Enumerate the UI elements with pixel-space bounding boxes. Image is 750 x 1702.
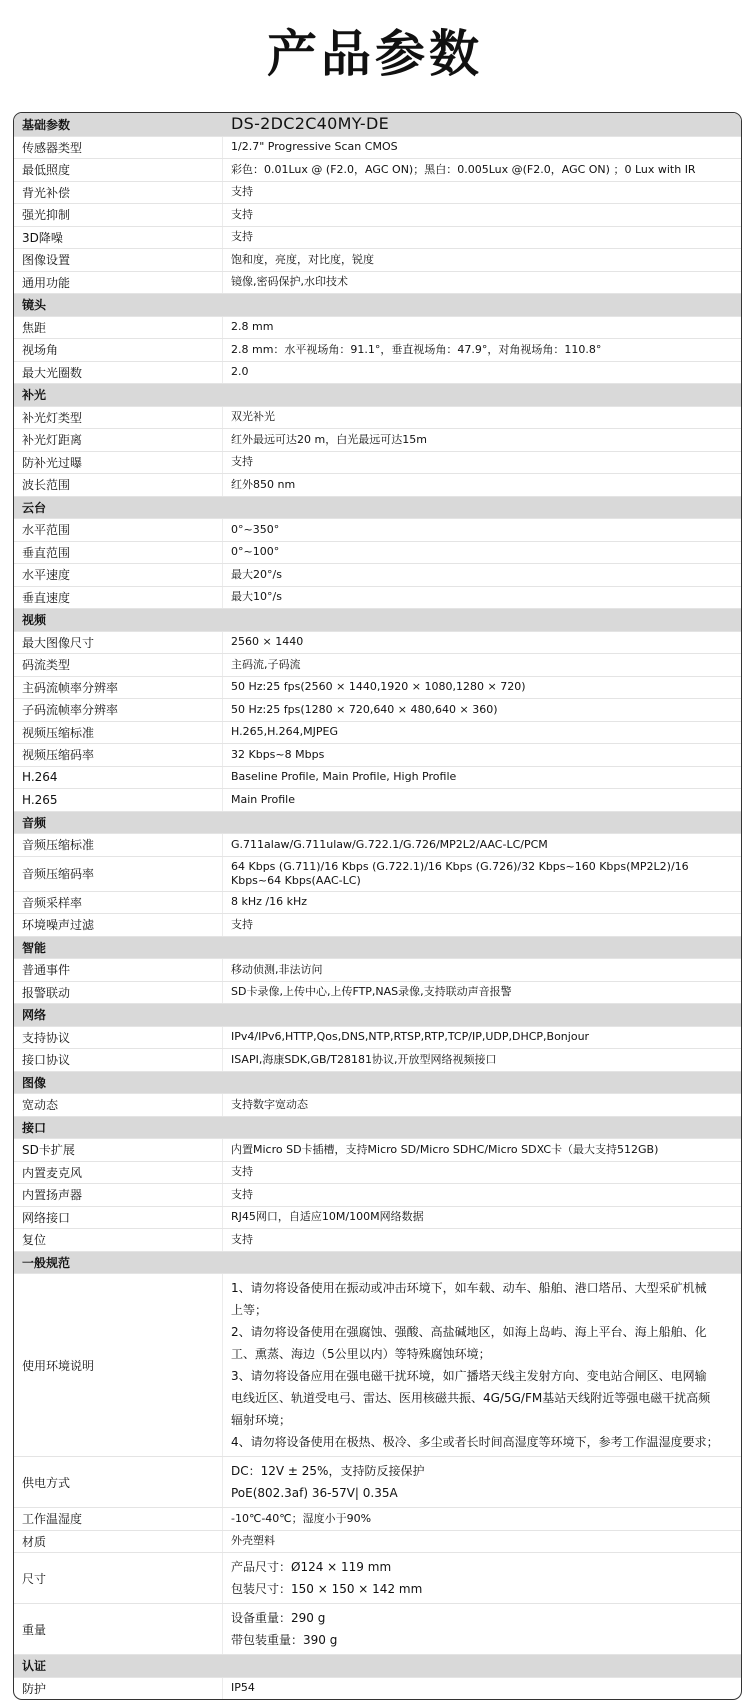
spec-value: 支持数字宽动态 <box>231 1097 308 1111</box>
spec-label: 波长范围 <box>14 474 223 496</box>
spec-value-line: DC：12V ± 25%，支持防反接保护 <box>231 1464 425 1478</box>
spec-label: SD卡扩展 <box>14 1139 223 1161</box>
spec-label: 网络接口 <box>14 1207 223 1229</box>
spec-label: 垂直速度 <box>14 587 223 609</box>
section-title: 补光 <box>22 388 47 403</box>
spec-value: 50 Hz:25 fps(2560 × 1440,1920 × 1080,1280 × 720) <box>231 680 526 694</box>
spec-label: 图像设置 <box>14 249 223 271</box>
spec-value-line: 4、请勿将设备使用在极热、极冷、多尘或者长时间高湿度等环境下，参考工作温湿度要求； <box>231 1435 719 1449</box>
section-title: 云台 <box>22 500 47 515</box>
section-title: 视频 <box>22 613 47 628</box>
section-value <box>223 812 741 834</box>
spec-row <box>14 1530 741 1553</box>
spec-value: ISAPI,海康SDK,GB/T28181协议,开放型网络视频接口 <box>231 1052 497 1066</box>
spec-label: 内置扬声器 <box>14 1184 223 1206</box>
spec-row <box>14 788 741 811</box>
spec-row <box>14 1273 741 1456</box>
spec-value: 双光补光 <box>231 410 275 424</box>
section-value: DS-2DC2C40MY-DE <box>231 114 390 134</box>
section-header <box>14 1071 741 1094</box>
spec-label: 防护 <box>14 1678 223 1700</box>
spec-label: 供电方式 <box>14 1457 223 1507</box>
page-title: 产品参数 <box>267 25 483 83</box>
section-title: 图像 <box>22 1075 47 1090</box>
spec-row <box>14 1026 741 1049</box>
spec-value <box>223 1604 741 1654</box>
spec-row <box>14 1206 741 1229</box>
spec-value: 8 kHz /16 kHz <box>231 895 308 909</box>
spec-row <box>14 891 741 914</box>
section-title: 一般规范 <box>22 1255 71 1270</box>
section-value <box>223 1072 741 1094</box>
spec-label: 工作温湿度 <box>14 1508 223 1530</box>
spec-row <box>14 248 741 271</box>
spec-value: H.265,H.264,MJPEG <box>231 725 338 739</box>
spec-label: 支持协议 <box>14 1027 223 1049</box>
section-header <box>14 1116 741 1139</box>
spec-row <box>14 563 741 586</box>
spec-value: 2.8 mm：水平视场角：91.1°，垂直视场角：47.9°，对角视场角：110.8° <box>231 342 602 356</box>
spec-value: 内置Micro SD卡插槽，支持Micro SD/Micro SDHC/Micro SDXC卡（最大支持512GB) <box>231 1142 659 1156</box>
section-value <box>223 1004 741 1026</box>
spec-row <box>14 743 741 766</box>
spec-value-line: 带包装重量：390 g <box>231 1633 338 1647</box>
spec-label: 内置麦克风 <box>14 1162 223 1184</box>
spec-row <box>14 158 741 181</box>
spec-row <box>14 1603 741 1654</box>
spec-label: 音频压缩码率 <box>14 857 223 891</box>
section-title: 智能 <box>22 940 47 955</box>
spec-value-line: 设备重量：290 g <box>231 1611 326 1625</box>
spec-row <box>14 226 741 249</box>
spec-label: 材质 <box>14 1531 223 1553</box>
spec-label: 子码流帧率分辨率 <box>14 699 223 721</box>
spec-value: 64 Kbps (G.711)/16 Kbps (G.722.1)/16 Kbps (G.726)/32 Kbps~160 Kbps(MP2L2)/16 Kbps~64 Kbps(AAC-LC) <box>231 859 689 887</box>
spec-value: 1/2.7" Progressive Scan CMOS <box>231 140 398 154</box>
spec-value-line: 上等； <box>231 1303 268 1317</box>
section-value <box>223 609 741 631</box>
spec-value: 红外850 nm <box>231 477 296 491</box>
section-value <box>223 937 741 959</box>
spec-value: G.711alaw/G.711ulaw/G.722.1/G.726/MP2L2/AAC-LC/PCM <box>231 837 548 851</box>
spec-value: 支持 <box>231 185 253 199</box>
section-title: 镜头 <box>22 298 47 313</box>
spec-value: 支持 <box>231 1187 253 1201</box>
spec-row <box>14 1552 741 1603</box>
spec-label: 宽动态 <box>14 1094 223 1116</box>
spec-value: 支持 <box>231 917 253 931</box>
section-header <box>14 383 741 406</box>
section-header <box>14 811 741 834</box>
spec-row <box>14 981 741 1004</box>
spec-row <box>14 1183 741 1206</box>
spec-value: 支持 <box>231 1165 253 1179</box>
spec-row <box>14 338 741 361</box>
spec-value: 主码流,子码流 <box>231 657 301 671</box>
spec-value: 最大10°/s <box>231 590 282 604</box>
spec-label: 焦距 <box>14 317 223 339</box>
spec-row <box>14 271 741 294</box>
spec-label: 视频压缩标准 <box>14 722 223 744</box>
spec-label: 垂直范围 <box>14 542 223 564</box>
spec-value: RJ45网口，自适应10M/100M网络数据 <box>231 1210 424 1224</box>
spec-value: 支持 <box>231 455 253 469</box>
spec-value: 2.8 mm <box>231 320 274 334</box>
spec-row <box>14 1507 741 1530</box>
spec-value: 50 Hz:25 fps(1280 × 720,640 × 480,640 × 360) <box>231 702 498 716</box>
spec-value: 红外最远可达20 m，白光最远可达15m <box>231 432 427 446</box>
spec-value: 支持 <box>231 1232 253 1246</box>
spec-row <box>14 316 741 339</box>
spec-label: 强光抑制 <box>14 204 223 226</box>
spec-row <box>14 653 741 676</box>
section-header <box>14 1251 741 1274</box>
spec-row <box>14 428 741 451</box>
spec-row <box>14 1456 741 1507</box>
section-value <box>223 1117 741 1139</box>
spec-row <box>14 958 741 981</box>
spec-label: H.264 <box>14 767 223 789</box>
spec-row <box>14 766 741 789</box>
spec-value: 2.0 <box>231 365 249 379</box>
spec-row <box>14 913 741 936</box>
spec-row <box>14 721 741 744</box>
spec-row <box>14 631 741 654</box>
section-title: 基础参数 <box>22 117 71 132</box>
spec-row <box>14 1161 741 1184</box>
spec-row <box>14 518 741 541</box>
spec-label: 环境噪声过滤 <box>14 914 223 936</box>
section-value <box>223 1655 741 1677</box>
spec-value: 32 Kbps~8 Mbps <box>231 747 325 761</box>
section-value <box>223 294 741 316</box>
spec-value: 0°~100° <box>231 545 280 559</box>
spec-label: 补光灯类型 <box>14 407 223 429</box>
spec-label: 视频压缩码率 <box>14 744 223 766</box>
section-header <box>14 1654 741 1677</box>
spec-row <box>14 1093 741 1116</box>
spec-value-line: 包装尺寸：150 × 150 × 142 mm <box>231 1582 423 1596</box>
spec-row <box>14 136 741 159</box>
spec-value-line: 2、请勿将设备使用在强腐蚀、强酸、高盐碱地区，如海上岛屿、海上平台、海上船舶、化 <box>231 1325 707 1339</box>
spec-value <box>223 1274 741 1456</box>
spec-value: 外壳塑料 <box>231 1534 275 1548</box>
spec-value <box>223 1553 741 1603</box>
spec-label: 接口协议 <box>14 1049 223 1071</box>
spec-value <box>223 1457 741 1507</box>
spec-label: 防补光过曝 <box>14 452 223 474</box>
spec-label: 通用功能 <box>14 272 223 294</box>
spec-label: H.265 <box>14 789 223 811</box>
spec-value: SD卡录像,上传中心,上传FTP,NAS录像,支持联动声音报警 <box>231 985 512 999</box>
spec-row <box>14 406 741 429</box>
spec-row <box>14 1228 741 1251</box>
spec-row <box>14 473 741 496</box>
spec-value: IP54 <box>231 1681 255 1695</box>
spec-label: 背光补偿 <box>14 182 223 204</box>
spec-label: 重量 <box>14 1604 223 1654</box>
spec-label: 补光灯距离 <box>14 429 223 451</box>
section-value <box>223 384 741 406</box>
spec-label: 水平速度 <box>14 564 223 586</box>
spec-value-line: 辐射环境； <box>231 1413 292 1427</box>
spec-row <box>14 1677 741 1700</box>
spec-value: 饱和度，亮度，对比度，锐度 <box>231 252 374 266</box>
spec-value-line: 工、熏蒸、海边（5公里以内）等特殊腐蚀环境； <box>231 1347 491 1361</box>
section-title: 网络 <box>22 1008 47 1023</box>
spec-row <box>14 203 741 226</box>
spec-row <box>14 181 741 204</box>
spec-value: 2560 × 1440 <box>231 635 304 649</box>
spec-row <box>14 676 741 699</box>
spec-value: 0°~350° <box>231 522 280 536</box>
spec-label: 3D降噪 <box>14 227 223 249</box>
spec-value: 移动侦测,非法访问 <box>231 962 323 976</box>
spec-label: 报警联动 <box>14 982 223 1004</box>
spec-value-line: 产品尺寸：Ø124 × 119 mm <box>231 1560 392 1574</box>
spec-value: Baseline Profile, Main Profile, High Profile <box>231 770 457 784</box>
spec-value: 镜像,密码保护,水印技术 <box>231 275 348 289</box>
spec-label: 尺寸 <box>14 1553 223 1603</box>
section-value <box>223 497 741 519</box>
spec-label: 复位 <box>14 1229 223 1251</box>
spec-label: 最大图像尺寸 <box>14 632 223 654</box>
spec-value: 支持 <box>231 207 253 221</box>
section-title: 音频 <box>22 815 47 830</box>
section-title: 接口 <box>22 1120 47 1135</box>
spec-row <box>14 361 741 384</box>
section-value <box>223 1252 741 1274</box>
section-header <box>14 496 741 519</box>
spec-table <box>13 112 742 1700</box>
spec-label: 传感器类型 <box>14 137 223 159</box>
spec-label: 使用环境说明 <box>14 1274 223 1456</box>
spec-value: -10℃-40℃；湿度小于90% <box>231 1511 372 1525</box>
spec-label: 视场角 <box>14 339 223 361</box>
spec-label: 音频采样率 <box>14 892 223 914</box>
spec-label: 普通事件 <box>14 959 223 981</box>
section-header <box>14 608 741 631</box>
section-header <box>14 113 741 136</box>
section-header <box>14 293 741 316</box>
spec-value: 彩色：0.01Lux @ (F2.0，AGC ON)；黑白：0.005Lux @(F2.0，AGC ON) ；0 Lux with IR <box>231 162 696 176</box>
spec-row <box>14 833 741 856</box>
section-header <box>14 936 741 959</box>
spec-row <box>14 1138 741 1161</box>
spec-row <box>14 586 741 609</box>
spec-label: 水平范围 <box>14 519 223 541</box>
spec-row <box>14 451 741 474</box>
spec-value: IPv4/IPv6,HTTP,Qos,DNS,NTP,RTSP,RTP,TCP/IP,UDP,DHCP,Bonjour <box>231 1030 590 1044</box>
section-header <box>14 1003 741 1026</box>
section-title: 认证 <box>22 1659 47 1674</box>
spec-row <box>14 698 741 721</box>
spec-label: 主码流帧率分辨率 <box>14 677 223 699</box>
spec-value: Main Profile <box>231 792 295 806</box>
spec-label: 最低照度 <box>14 159 223 181</box>
spec-value-line: 1、请勿将设备使用在振动或冲击环境下，如车载、动车、船舶、港口塔吊、大型采矿机械 <box>231 1281 707 1295</box>
spec-value-line: PoE(802.3af) 36-57V| 0.35A <box>231 1486 398 1500</box>
spec-label: 音频压缩标准 <box>14 834 223 856</box>
spec-label: 码流类型 <box>14 654 223 676</box>
spec-row <box>14 1048 741 1071</box>
spec-value-line: 电线近区、轨道受电弓、雷达、医用核磁共振、4G/5G/FM基站天线附近等强电磁干扰高频 <box>231 1391 711 1405</box>
spec-value: 最大20°/s <box>231 567 282 581</box>
spec-label: 最大光圈数 <box>14 362 223 384</box>
spec-row <box>14 541 741 564</box>
spec-value-line: 3、请勿将设备应用在强电磁干扰环境，如广播塔天线主发射方向、变电站合闸区、电网输 <box>231 1369 707 1383</box>
spec-row <box>14 856 741 891</box>
spec-value: 支持 <box>231 230 253 244</box>
